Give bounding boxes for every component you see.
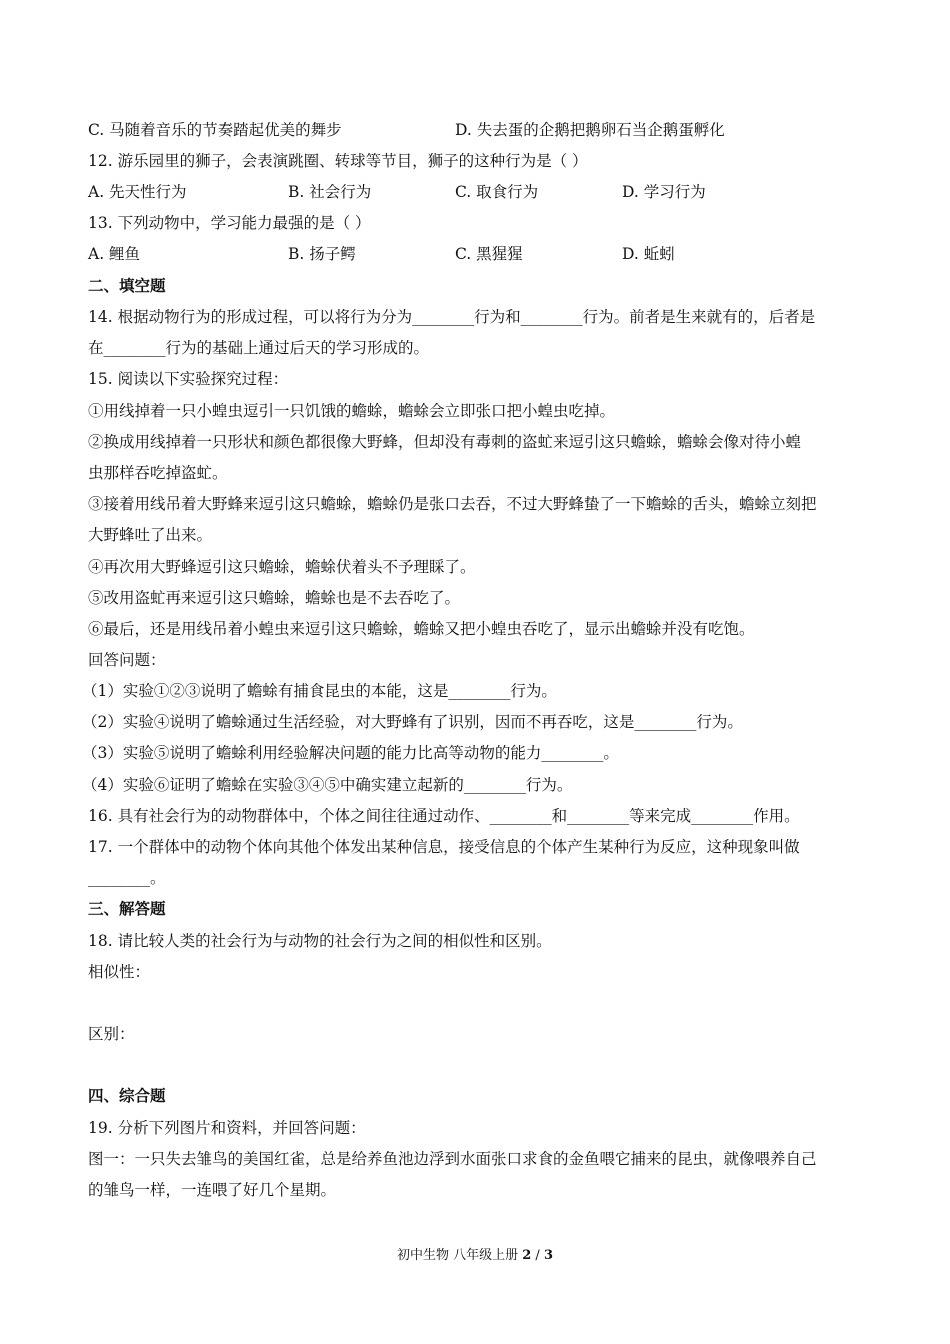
q14-line-1: 14. 根据动物行为的形成过程，可以将行为分为________行为和________行为。前者是生来就有的，后者是	[88, 308, 816, 326]
q17-line-1: 17. 一个群体中的动物个体向其他个体发出某种信息，接受信息的个体产生某种行为反应，这种现象叫做	[88, 838, 800, 856]
q13-stem: 13. 下列动物中，学习能力最强的是（ ）	[88, 214, 371, 232]
q12-option-c: C. 取食行为	[455, 183, 539, 201]
q15-part-2: （2）实验④说明了蟾蜍通过生活经验，对大野蜂有了识别，因而不再吞吃，这是________行为。	[82, 713, 743, 731]
q13-option-c: C. 黑猩猩	[455, 245, 523, 263]
q15-step-6: ⑥最后，还是用线吊着小蝗虫来逗引这只蟾蜍，蟾蜍又把小蝗虫吞吃了，显示出蟾蜍并没有吃饱。	[88, 620, 755, 638]
q15-part-3: （3）实验⑤说明了蟾蜍利用经验解决问题的能力比高等动物的能力________。	[82, 744, 619, 762]
q13-option-a: A. 鲤鱼	[88, 245, 141, 263]
q15-stem: 15. 阅读以下实验探究过程：	[88, 370, 289, 388]
section-heading-fill-blank: 二、填空题	[88, 276, 166, 295]
footer-subject: 初中生物 八年级上册	[396, 1248, 523, 1263]
q18-difference-label: 区别：	[88, 1025, 135, 1043]
q12-option-a: A. 先天性行为	[88, 183, 187, 201]
section-heading-short-answer: 三、解答题	[88, 899, 166, 918]
q17-line-2: ________。	[88, 869, 166, 887]
q15-step-4: ④再次用大野蜂逗引这只蟾蜍，蟾蜍伏着头不予理睬了。	[88, 558, 476, 576]
q15-step-3-line-1: ③接着用线吊着大野蜂来逗引这只蟾蜍，蟾蜍仍是张口去吞，不过大野蜂蛰了一下蟾蜍的舌头，蟾蜍立刻把	[88, 495, 817, 513]
q15-step-2-line-2: 虫那样吞吃掉盗虻。	[88, 464, 228, 482]
q11-option-d: D. 失去蛋的企鹅把鹅卵石当企鹅蛋孵化	[455, 121, 725, 139]
q15-part-4: （4）实验⑥证明了蟾蜍在实验③④⑤中确实建立起新的________行为。	[82, 776, 573, 794]
q18-stem: 18. 请比较人类的社会行为与动物的社会行为之间的相似性和区别。	[88, 932, 552, 950]
q12-option-d: D. 学习行为	[622, 183, 706, 201]
footer-total-pages: 3	[543, 1248, 553, 1263]
q12-stem: 12. 游乐园里的狮子，会表演跳圈、转球等节目，狮子的这种行为是（ ）	[88, 152, 588, 170]
q15-step-5: ⑤改用盗虻再来逗引这只蟾蜍，蟾蜍也是不去吞吃了。	[88, 589, 461, 607]
q19-figure-1-line-2: 的雏鸟一样，一连喂了好几个星期。	[88, 1181, 337, 1199]
q13-option-b: B. 扬子鳄	[288, 245, 356, 263]
q13-option-d: D. 蚯蚓	[622, 245, 675, 263]
q15-step-3-line-2: 大野蜂吐了出来。	[88, 526, 213, 544]
q11-option-c: C. 马随着音乐的节奏踏起优美的舞步	[88, 121, 342, 139]
page-footer	[0, 1244, 950, 1263]
q14-line-2: 在________行为的基础上通过后天的学习形成的。	[88, 339, 430, 357]
q12-option-b: B. 社会行为	[288, 183, 372, 201]
q16-text: 16. 具有社会行为的动物群体中，个体之间往往通过动作、________和________等来完成________作用。	[88, 807, 800, 825]
q15-answer-prompt: 回答问题：	[88, 651, 166, 669]
q15-step-1: ①用线掉着一只小蝗虫逗引一只饥饿的蟾蜍，蟾蜍会立即张口把小蝗虫吃掉。	[88, 402, 616, 420]
footer-separator: /	[531, 1248, 544, 1263]
q18-similarity-label: 相似性：	[88, 963, 151, 981]
section-heading-comprehensive: 四、综合题	[88, 1086, 166, 1105]
footer-page-number: 2	[522, 1248, 532, 1263]
q19-figure-1-line-1: 图一：一只失去雏鸟的美国红雀，总是给养鱼池边浮到水面张口求食的金鱼喂它捕来的昆虫，就像喂养自己	[88, 1150, 817, 1168]
q15-step-2-line-1: ②换成用线掉着一只形状和颜色都很像大野蜂，但却没有毒刺的盗虻来逗引这只蟾蜍，蟾蜍会像对待小蝗	[88, 433, 802, 451]
q19-stem: 19. 分析下列图片和资料，并回答问题：	[88, 1119, 366, 1137]
q15-part-1: （1）实验①②③说明了蟾蜍有捕食昆虫的本能，这是________行为。	[82, 682, 557, 700]
